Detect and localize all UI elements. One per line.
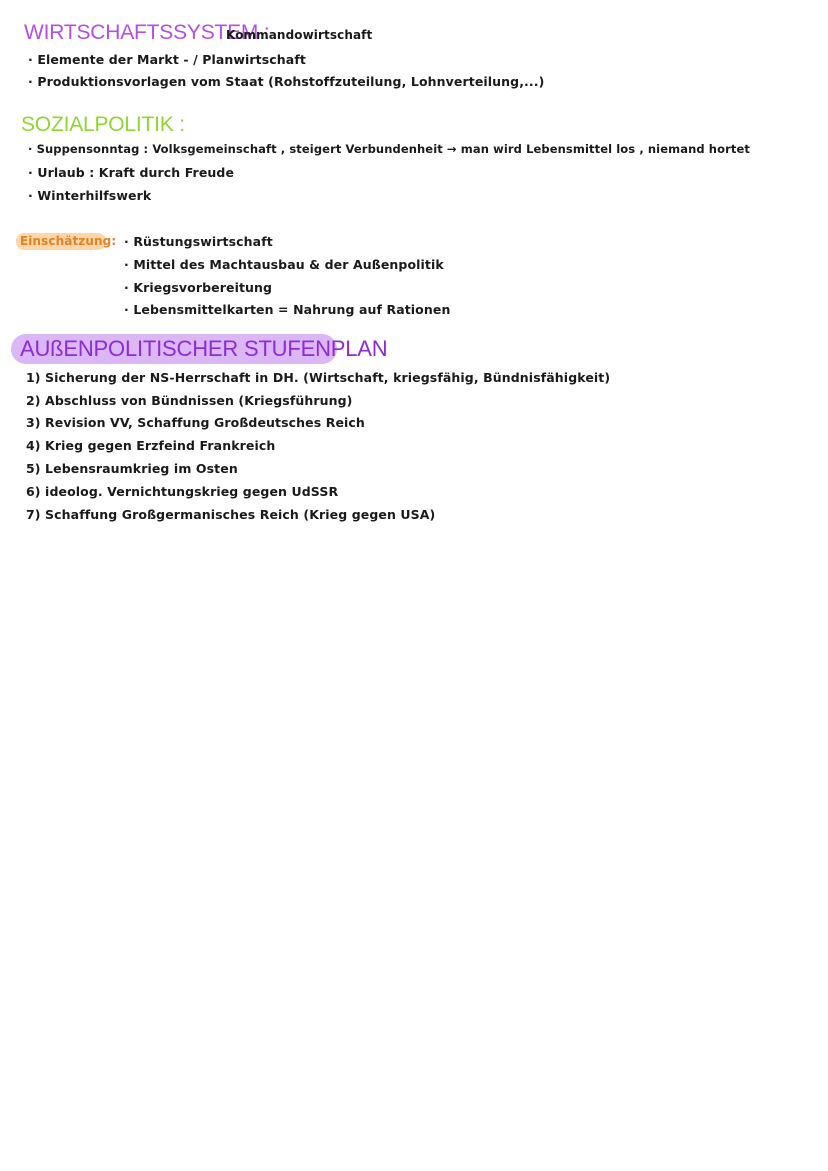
einschaetzung-bullet-3: · Kriegsvorbereitung xyxy=(124,280,272,295)
stufenplan-item-3: 3) Revision VV, Schaffung Großdeutsches Reich xyxy=(26,415,365,430)
stufenplan-item-6: 6) ideolog. Vernichtungskrieg gegen UdSSR xyxy=(26,484,339,499)
einschaetzung-label: Einschätzung: xyxy=(20,234,117,248)
stufenplan-item-5: 5) Lebensraumkrieg im Osten xyxy=(26,461,238,476)
stufenplan-item-2: 2) Abschluss von Bündnissen (Kriegsführung) xyxy=(26,393,353,408)
sozial-bullet-1: · Suppensonntag : Volksgemeinschaft , steigert Verbundenheit → man wird Lebensmittel los , niemand hortet xyxy=(28,142,750,156)
einschaetzung-bullet-2: · Mittel des Machtausbau & der Außenpolitik xyxy=(124,257,444,272)
stufenplan-item-7: 7) Schaffung Großgermanisches Reich (Krieg gegen USA) xyxy=(26,507,436,522)
wirtschaft-heading: WIRTSCHAFTSSYSTEM : xyxy=(24,21,270,44)
wirtschaft-subtitle: Kommandowirtschaft xyxy=(226,28,373,42)
wirtschaft-bullet-2: · Produktionsvorlagen vom Staat (Rohstoffzuteilung, Lohnverteilung,...) xyxy=(28,74,544,89)
stufenplan-item-4: 4) Krieg gegen Erzfeind Frankreich xyxy=(26,438,276,453)
einschaetzung-bullet-1: · Rüstungswirtschaft xyxy=(124,234,273,249)
sozial-bullet-3: · Winterhilfswerk xyxy=(28,188,151,203)
einschaetzung-bullet-4: · Lebensmittelkarten = Nahrung auf Rationen xyxy=(124,302,450,317)
stufenplan-heading: AUßENPOLITISCHER STUFENPLAN xyxy=(20,336,388,361)
sozial-heading: SOZIALPOLITIK : xyxy=(21,113,185,136)
wirtschaft-bullet-1: · Elemente der Markt - / Planwirtschaft xyxy=(28,52,306,67)
stufenplan-item-1: 1) Sicherung der NS-Herrschaft in DH. (Wirtschaft, kriegsfähig, Bündnisfähigkeit) xyxy=(26,370,611,385)
sozial-bullet-2: · Urlaub : Kraft durch Freude xyxy=(28,165,234,180)
